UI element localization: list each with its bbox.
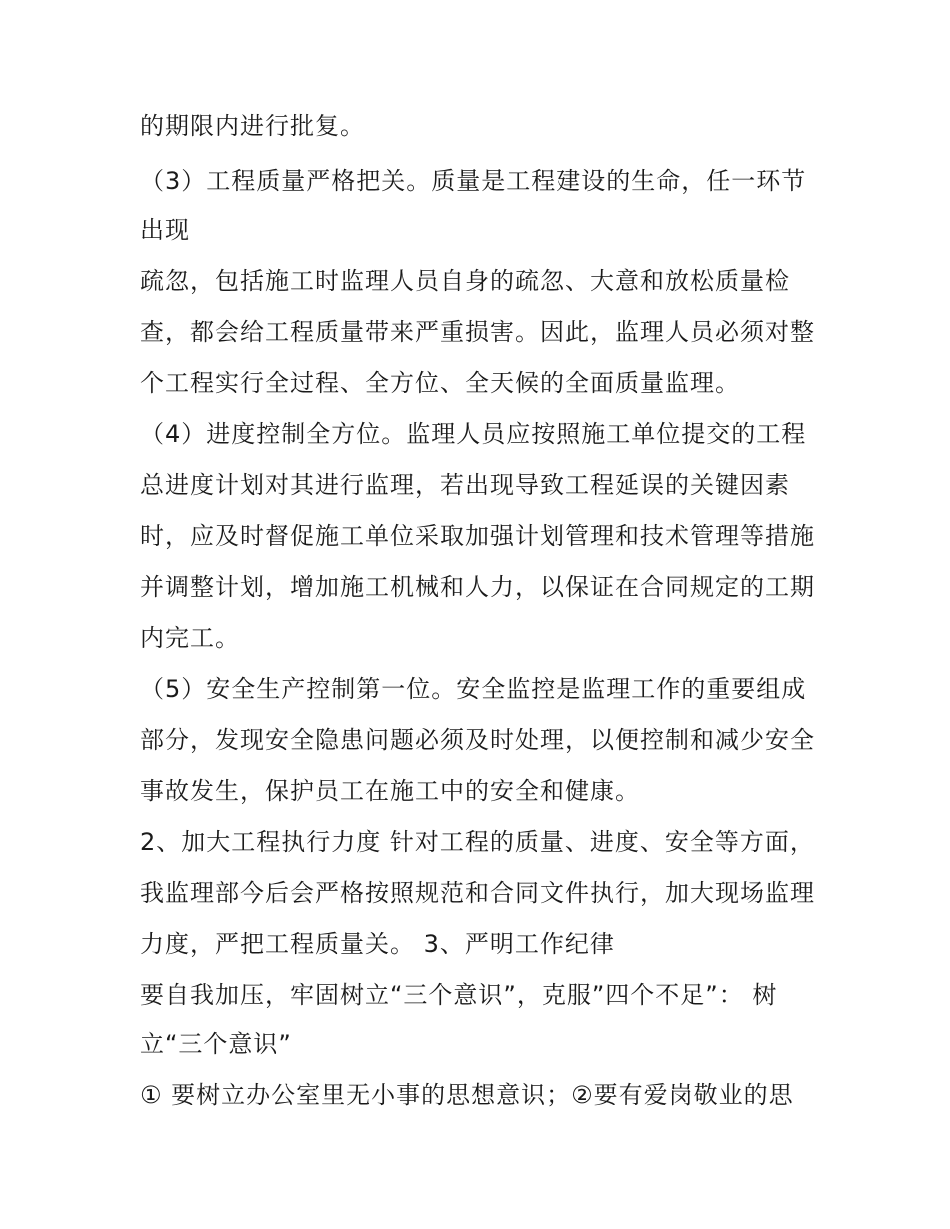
text-line: 查，都会给工程质量带来严重损害。因此，监理人员必须对整 <box>140 318 815 346</box>
text-line: 我监理部今后会严格按照规范和合同文件执行，加大现场监理 <box>140 879 815 907</box>
text-line: （3）工程质量严格把关。质量是工程建设的生命，任一环节 <box>140 167 807 195</box>
text-line: 个工程实行全过程、全方位、全天候的全面质量监理。 <box>140 369 740 397</box>
text-line: 2、加大工程执行力度 针对工程的质量、进度、安全等方面， <box>140 828 815 856</box>
text-line: 内完工。 <box>140 624 240 652</box>
text-line: 力度，严把工程质量关。 3、严明工作纪律 <box>140 930 615 958</box>
text-line: （4）进度控制全方位。监理人员应按照施工单位提交的工程 <box>140 420 807 448</box>
text-line: 出现 <box>140 216 190 244</box>
text-line: 部分，发现安全隐患问题必须及时处理，以便控制和减少安全 <box>140 726 815 754</box>
text-line: 并调整计划，增加施工机械和人力，以保证在合同规定的工期 <box>140 573 815 601</box>
text-line: ① 要树立办公室里无小事的思想意识；②要有爱岗敬业的思 <box>140 1081 794 1109</box>
text-line: 总进度计划对其进行监理，若出现导致工程延误的关键因素 <box>140 471 790 499</box>
text-line: 疏忽，包括施工时监理人员自身的疏忽、大意和放松质量检 <box>140 267 790 295</box>
text-line: 要自我加压，牢固树立“三个意识”，克服”四个不足”： 树 <box>140 981 778 1009</box>
text-line: 时，应及时督促施工单位采取加强计划管理和技术管理等措施 <box>140 522 815 550</box>
text-line: 事故发生，保护员工在施工中的安全和健康。 <box>140 777 640 805</box>
text-line: 立“三个意识” <box>140 1030 292 1058</box>
text-line: （5）安全生产控制第一位。安全监控是监理工作的重要组成 <box>140 675 807 703</box>
text-line: 的期限内进行批复。 <box>140 112 365 140</box>
